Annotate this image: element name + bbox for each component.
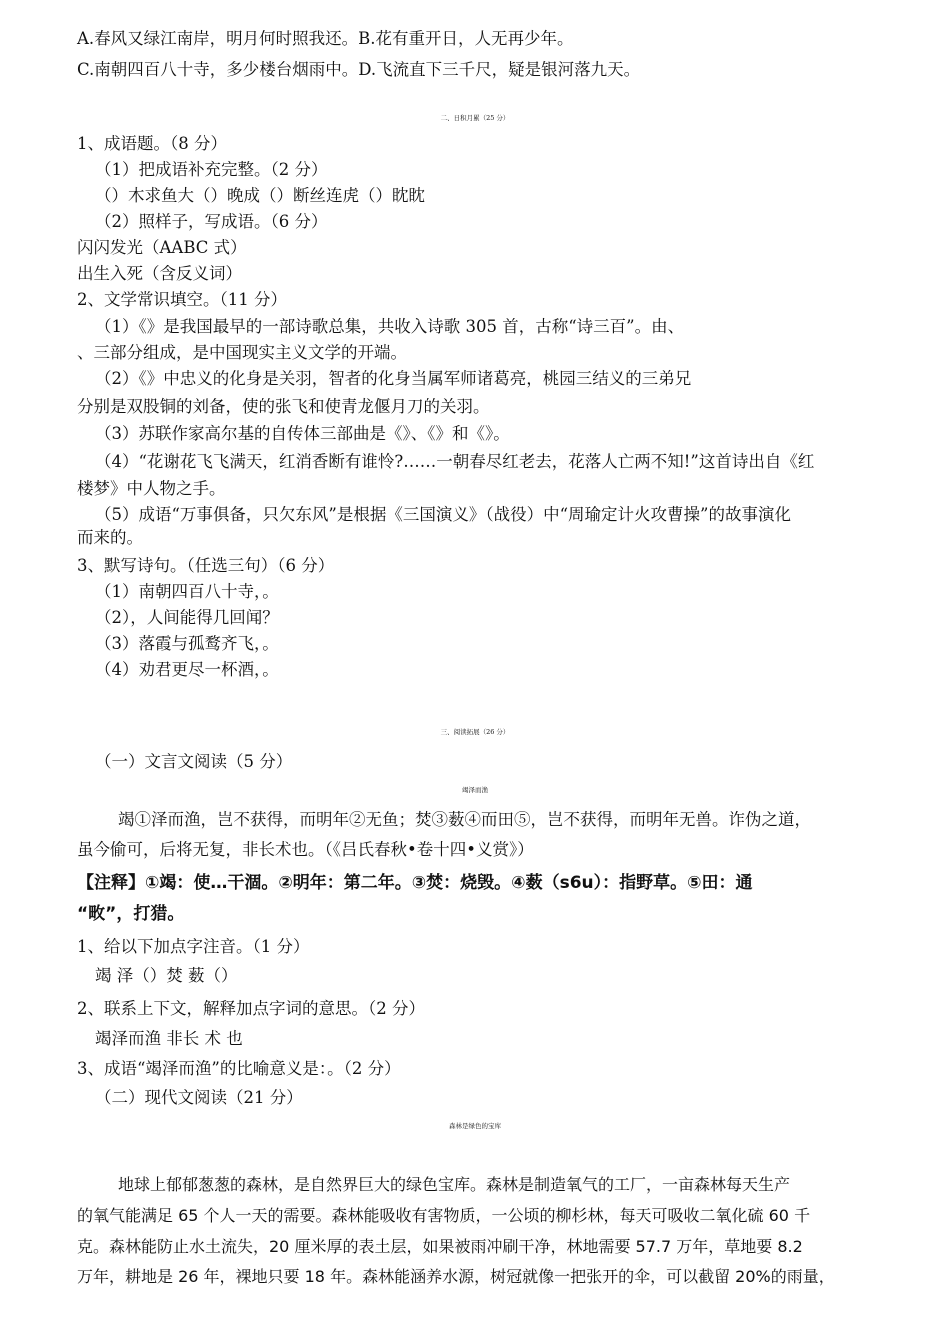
modern-text-title: 森林是绿色的宝库 — [449, 1122, 501, 1130]
poem-line-2: （2），人间能得几回闻？ — [95, 608, 279, 627]
question-2-2a: （2）《》中忠义的化身是关羽，智者的化身当属军师诸葛亮，桃园三结义的三弟兄 — [95, 369, 692, 388]
question-2-4b: 楼梦》中人物之手。 — [77, 479, 226, 498]
question-2-1b: 、三部分组成，是中国现实主义文学的开端。 — [77, 343, 407, 362]
idiom-example-2: 出生入死（含反义词） — [77, 264, 242, 283]
classical-question-3: 3、成语“竭泽而渔”的比喻意义是：。（2 分） — [77, 1059, 401, 1078]
modern-reading-heading: （二）现代文阅读（21 分） — [95, 1088, 303, 1107]
question-2-5b: 而来的。 — [77, 528, 143, 547]
poem-line-4: （4）劝君更尽一杯酒，。 — [95, 660, 279, 679]
question-2-1a: （1）《》是我国最早的一部诗歌总集，共收入诗歌 305 首，古称“诗三百”。由、 — [95, 317, 685, 336]
classical-question-1-items: 竭 泽（）焚 薮（） — [95, 966, 238, 985]
answer-options-cd: C.南朝四百八十寺，多少楼台烟雨中。D.飞流直下三千尺，疑是银河落九天。 — [77, 60, 641, 79]
question-1-2: （2）照样子，写成语。（6 分） — [95, 212, 328, 231]
modern-text-line-4: 万年，耕地是 26 年，裸地只要 18 年。森林能涵养水源，树冠就像一把张开的伞，可以截留 20%的雨量， — [77, 1267, 835, 1286]
question-2-title: 2、文学常识填空。（11 分） — [77, 290, 287, 309]
idiom-fill-line: （）木求鱼大（）晚成（）断丝连虎（）眈眈 — [95, 186, 425, 205]
classical-text-line-1: 竭①泽而渔，岂不获得，而明年②无鱼；焚③薮④而田⑤，岂不获得，而明年无兽。诈伪之道， — [118, 810, 811, 829]
classical-question-1: 1、给以下加点字注音。（1 分） — [77, 937, 310, 956]
answer-options-ab: A.春风又绿江南岸，明月何时照我还。B.花有重开日，人无再少年。 — [77, 29, 574, 48]
classical-text-title: 竭泽而渔 — [462, 786, 488, 794]
question-1-title: 1、成语题。（8 分） — [77, 134, 227, 153]
classical-reading-heading: （一）文言文阅读（5 分） — [95, 752, 293, 771]
modern-text-line-1: 地球上郁郁葱葱的森林，是自然界巨大的绿色宝库。森林是制造氧气的工厂，一亩森林每天生产 — [118, 1175, 791, 1194]
classical-question-2-items: 竭泽而渔 非长 术 也 — [95, 1029, 243, 1048]
section-heading-3: 三、阅读拓展（26 分） — [440, 728, 510, 736]
classical-text-line-2: 虽今偷可，后将无复，非长术也。（《吕氏春秋•卷十四•义赏》） — [77, 840, 534, 859]
annotation-line-2: “畋”，打猎。 — [77, 904, 185, 924]
annotation-line-1: 【注释】①竭：使…干涸。②明年：第二年。③焚：烧毁。④薮（s6u）：指野草。⑤田：通 — [77, 873, 753, 893]
section-heading-2: 二、日积月累（25 分） — [440, 114, 510, 122]
question-2-5a: （5）成语“万事俱备，只欠东风”是根据《三国演义》（战役）中“周瑜定计火攻曹操”的故事演化 — [95, 505, 791, 524]
question-1-1: （1）把成语补充完整。（2 分） — [95, 160, 328, 179]
modern-text-line-3: 克。森林能防止水土流失，20 厘米厚的表土层，如果被雨冲刷干净，林地需要 57.7 万年，草地要 8.2 — [77, 1237, 803, 1256]
classical-question-2: 2、联系上下文，解释加点字词的意思。（2 分） — [77, 999, 425, 1018]
question-3-title: 3、默写诗句。（任选三句）（6 分） — [77, 556, 335, 575]
poem-line-1: （1）南朝四百八十寺，。 — [95, 582, 279, 601]
poem-line-3: （3）落霞与孤鹜齐飞，。 — [95, 634, 279, 653]
modern-text-line-2: 的氧气能满足 65 个人一天的需要。森林能吸收有害物质，一公顷的柳杉林，每天可吸收二氧化硫 60 千 — [77, 1206, 811, 1225]
question-2-3: （3）苏联作家高尔基的自传体三部曲是《》、《》和《》。 — [95, 424, 510, 443]
idiom-example-1: 闪闪发光（AABC 式） — [77, 238, 247, 257]
question-2-4a: （4）“花谢花飞飞满天，红消香断有谁怜?……一朝春尽红老去，花落人亡两不知!”这首诗出自《红 — [95, 452, 815, 471]
question-2-2b: 分别是双股铜的刘备，使的张飞和使青龙偃月刀的关羽。 — [77, 397, 490, 416]
